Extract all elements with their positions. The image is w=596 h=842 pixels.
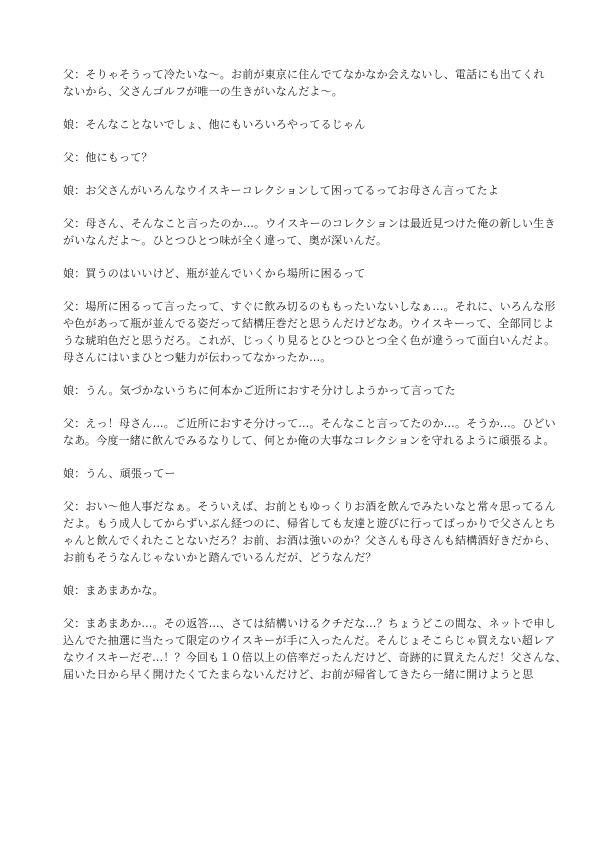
dialogue-line: 父：そりゃそうって冷たいな〜。お前が東京に住んでてなかなか会えないし、電話にも出てくれ	[63, 68, 545, 81]
dialogue-line: ないから、父さんゴルフが唯一の生きがいなんだよ〜。	[63, 85, 343, 98]
dialogue-line: なあ。今度一緒に飲んでみるなりして、何とか俺の大事なコレクションを守れるように頑張るよ。	[63, 434, 555, 447]
dialogue-line: 母さんにはいまひとつ魅力が伝わってなかったか…。	[63, 351, 332, 364]
dialogue-line: 父：まあまあか…。その返答…、さては結構いけるクチだな…？ちょうどこの間な、ネットで申し	[63, 617, 556, 630]
dialogue-line: 父：場所に困るって言ったって、すぐに飲み切るのももったいないしなぁ…。それに、いろんな形	[63, 300, 556, 313]
dialogue-body	[63, 66, 567, 699]
dialogue-line: がいなんだよ〜。ひとつひとつ味が全く違って、奥が深いんだ。	[63, 234, 388, 247]
dialogue-line: 父：えっ！母さん…。ご近所におすそ分けって…。そんなこと言ってたのか…。そうか…。ひどい	[63, 417, 556, 430]
dialogue-paragraph	[63, 465, 545, 482]
dialogue-line: 父：他にもって？	[63, 151, 153, 164]
dialogue-line: 娘：お父さんがいろんなウイスキーコレクションして困ってるってお母さん言ってたよ	[63, 184, 499, 197]
dialogue-paragraph	[63, 298, 556, 366]
dialogue-line: だよ。もう成人してからずいぶん経つのに、帰省しても友達と遊びに行ってばっかりで父さんとち	[63, 517, 556, 530]
dialogue-paragraph	[63, 265, 545, 282]
dialogue-line: 娘：買うのはいいけど、瓶が並んでいくから場所に困るって	[63, 267, 366, 280]
dialogue-line: ゃんと飲んでくれたことないだろ？お前、お酒は強いのか？父さんも母さんも結構酒好きだから、	[63, 534, 556, 547]
dialogue-line: 届いた日から早く開けたくてたまらないんだけど、お前が帰省してきたら一緒に開けようと思	[63, 668, 534, 681]
dialogue-line: 込んでた抽選に当たって限定のウイスキーが手に入ったんだ。そんじょそこらじゃ買えない超レア	[63, 634, 556, 647]
dialogue-paragraph	[63, 382, 545, 399]
dialogue-line: や色があって瓶が並んでる姿だって結構圧巻だと思うんだけどなあ。ウイスキーって、全部同じよ	[63, 317, 555, 330]
dialogue-line: 娘：うん。気づかないうちに何本かご近所におすそ分けしようかって言ってた	[63, 384, 456, 397]
dialogue-paragraph	[63, 615, 567, 683]
dialogue-paragraph	[63, 182, 545, 199]
dialogue-line: うな琥珀色だと思うだろ。これが、じっくり見るとひとつひとつ全く色が違うって面白いんだよ。	[63, 334, 556, 347]
dialogue-paragraph	[63, 582, 545, 599]
dialogue-line: 父：おい〜他人事だなぁ。そういえば、お前ともゆっくりお酒を飲んでみたいなと常々思ってるん	[63, 500, 556, 513]
dialogue-line: なウイスキーだぞ…！？今回も１０倍以上の倍率だったんだけど、奇跡的に買えたんだ！父さんな、	[63, 651, 567, 664]
dialogue-paragraph	[63, 215, 556, 249]
dialogue-line: お前もそうなんじゃないかと踏んでいるんだが、どうなんだ？	[63, 551, 377, 564]
dialogue-paragraph	[63, 149, 545, 166]
dialogue-paragraph	[63, 498, 556, 566]
dialogue-paragraph	[63, 66, 545, 100]
dialogue-line: 娘：うん、頑張ってー	[63, 467, 176, 480]
dialogue-line: 娘：まあまあかな。	[63, 584, 164, 597]
dialogue-paragraph	[63, 116, 545, 133]
dialogue-line: 娘：そんなことないでしょ、他にもいろいろやってるじゃん	[63, 118, 366, 131]
dialogue-paragraph	[63, 415, 556, 449]
dialogue-line: 父：母さん、そんなこと言ったのか…。ウイスキーのコレクションは最近見つけた俺の新しい生き	[63, 217, 556, 230]
